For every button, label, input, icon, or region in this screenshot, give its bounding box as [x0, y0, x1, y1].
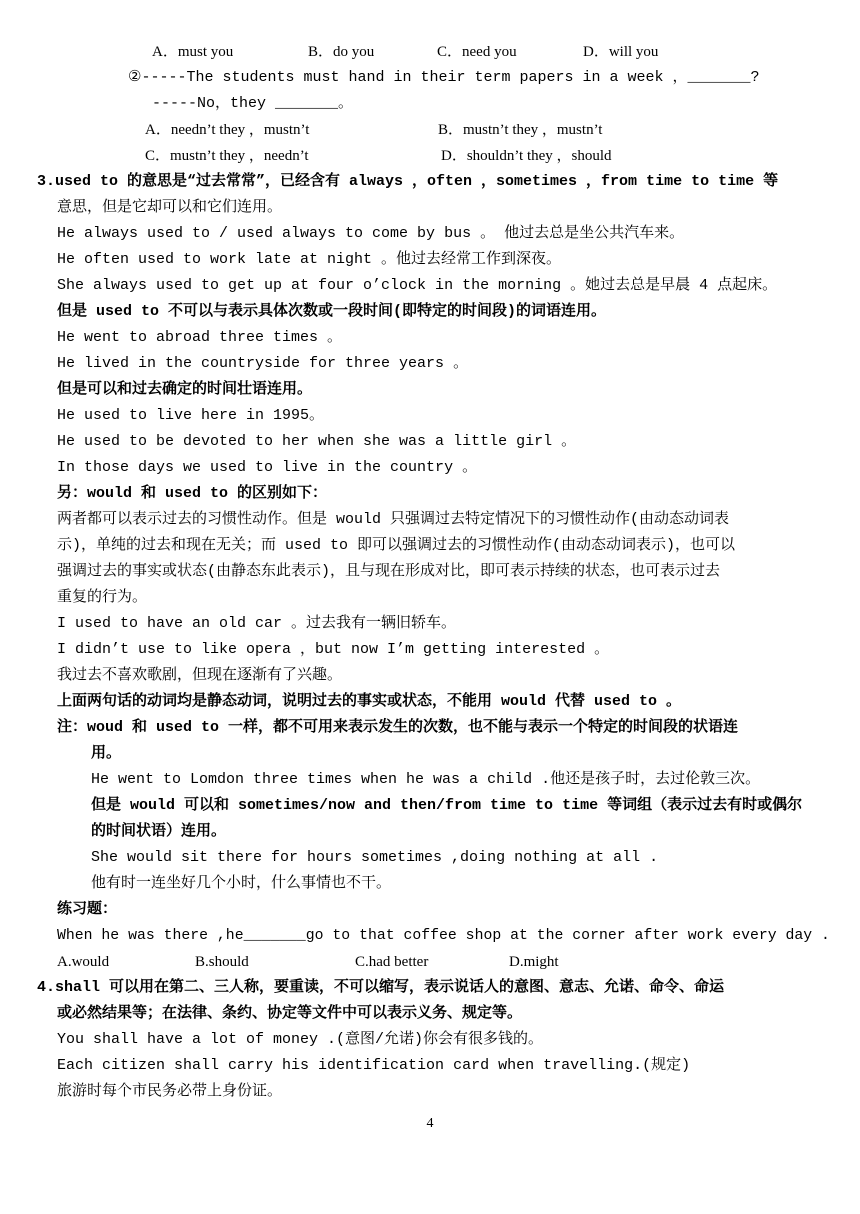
rule-text: 但是 used to 不可以与表示具体次数或一段时间(即特定的时间段)的词语连用。	[57, 303, 607, 320]
paragraph-line: 重复的行为。	[57, 589, 148, 606]
example-sentence: He went to Lomdon three times when he was a child .他还是孩子时，去过伦敦三次。	[91, 771, 761, 788]
option-a: A．needn’t they ，mustn’t	[145, 122, 310, 138]
practice-title: 练习题：	[57, 901, 118, 918]
paragraph-line: 两者都可以表示过去的习惯性动作。但是 would 只强调过去特定情况下的习惯性动作(由动态动词表	[57, 511, 730, 528]
example-sentence: You shall have a lot of money .(意图/允诺)你会有很多钱的。	[57, 1031, 544, 1048]
example-sentence: He often used to work late at night 。他过去经常工作到深夜。	[57, 251, 562, 268]
rule-text: 但是可以和过去确定的时间壮语连用。	[57, 381, 313, 398]
page-number: 4	[426, 1116, 434, 1131]
option-b: B.should	[195, 954, 249, 970]
answer-line: -----No，they _______。	[152, 95, 354, 112]
example-translation: 他有时一连坐好几个小时，什么事情也不干。	[91, 875, 392, 892]
option-b: B．mustn’t they ，mustn’t	[438, 122, 603, 138]
example-sentence: He always used to / used always to come by bus 。 他过去总是坐公共汽车来。	[57, 225, 685, 242]
example-sentence: He used to live here in 1995。	[57, 407, 325, 424]
option-d: D．shouldn’t they ，should	[441, 148, 612, 164]
section-4-heading: 4.shall 可以用在第二、三人称，要重读，不可以缩写，表示说话人的意图、意志、允诺、命令、命运	[37, 979, 725, 996]
example-sentence: I didn’t use to like opera ，but now I’m getting interested 。	[57, 641, 610, 658]
paragraph-line: 强调过去的事实或状态(由静态东此表示)，且与现在形成对比，即可表示持续的状态，也可表示过去	[57, 563, 721, 580]
option-a: A．must you	[152, 44, 234, 60]
rule-text: 上面两句话的动词均是静态动词，说明过去的事实或状态，不能用 would 代替 used to 。	[57, 693, 682, 710]
example-sentence: She always used to get up at four o’clock in the morning 。她过去总是早晨 4 点起床。	[57, 277, 778, 294]
question-2-2: ②-----The students must hand in their term papers in a week ，_______?	[128, 69, 760, 86]
example-translation: 旅游时每个市民务必带上身份证。	[57, 1083, 283, 1100]
option-d: D.might	[509, 954, 559, 970]
example-sentence: He lived in the countryside for three years 。	[57, 355, 469, 372]
section-4-heading-cont: 或必然结果等；在法律、条约、协定等文件中可以表示义务、规定等。	[57, 1005, 523, 1022]
option-c: C．mustn’t they ，needn’t	[145, 148, 309, 164]
paragraph-line: 示)，单纯的过去和现在无关；而 used to 即可以强调过去的习惯性动作(由动态动词表示)，也可以	[57, 537, 736, 554]
example-sentence: She would sit there for hours sometimes ,doing nothing at all .	[91, 849, 659, 866]
example-translation: 我过去不喜欢歌剧，但现在逐渐有了兴趣。	[57, 667, 343, 684]
option-b: B．do you	[308, 44, 375, 60]
option-a: A.would	[57, 954, 110, 970]
example-sentence: Each citizen shall carry his identification card when travelling.(规定)	[57, 1057, 691, 1074]
section-3-heading: 3.used to 的意思是“过去常常”，已经含有 always ，often ，sometimes ，from time to time 等	[37, 173, 779, 190]
example-sentence: In those days we used to live in the country 。	[57, 459, 478, 476]
option-c: C．need you	[437, 44, 517, 60]
practice-question: When he was there ,he_______go to that coffee shop at the corner after work every day .	[57, 927, 830, 944]
note-text-cont: 用。	[91, 745, 122, 762]
note-text: 注：woud 和 used to 一样，都不可用来表示发生的次数，也不能与表示一个特定的时间段的状语连	[57, 719, 739, 736]
note-text-cont: 的时间状语）连用。	[91, 823, 227, 840]
example-sentence: He used to be devoted to her when she was a little girl 。	[57, 433, 577, 450]
example-sentence: I used to have an old car 。过去我有一辆旧轿车。	[57, 615, 457, 632]
example-sentence: He went to abroad three times 。	[57, 329, 343, 346]
note-text: 但是 would 可以和 sometimes/now and then/from time to time 等词组（表示过去有时或偶尔	[91, 797, 803, 814]
rule-text: 另：would 和 used to 的区别如下：	[57, 485, 328, 502]
section-3-heading-cont: 意思，但是它却可以和它们连用。	[57, 199, 283, 216]
option-c: C.had better	[355, 954, 429, 970]
option-d: D．will you	[583, 44, 659, 60]
